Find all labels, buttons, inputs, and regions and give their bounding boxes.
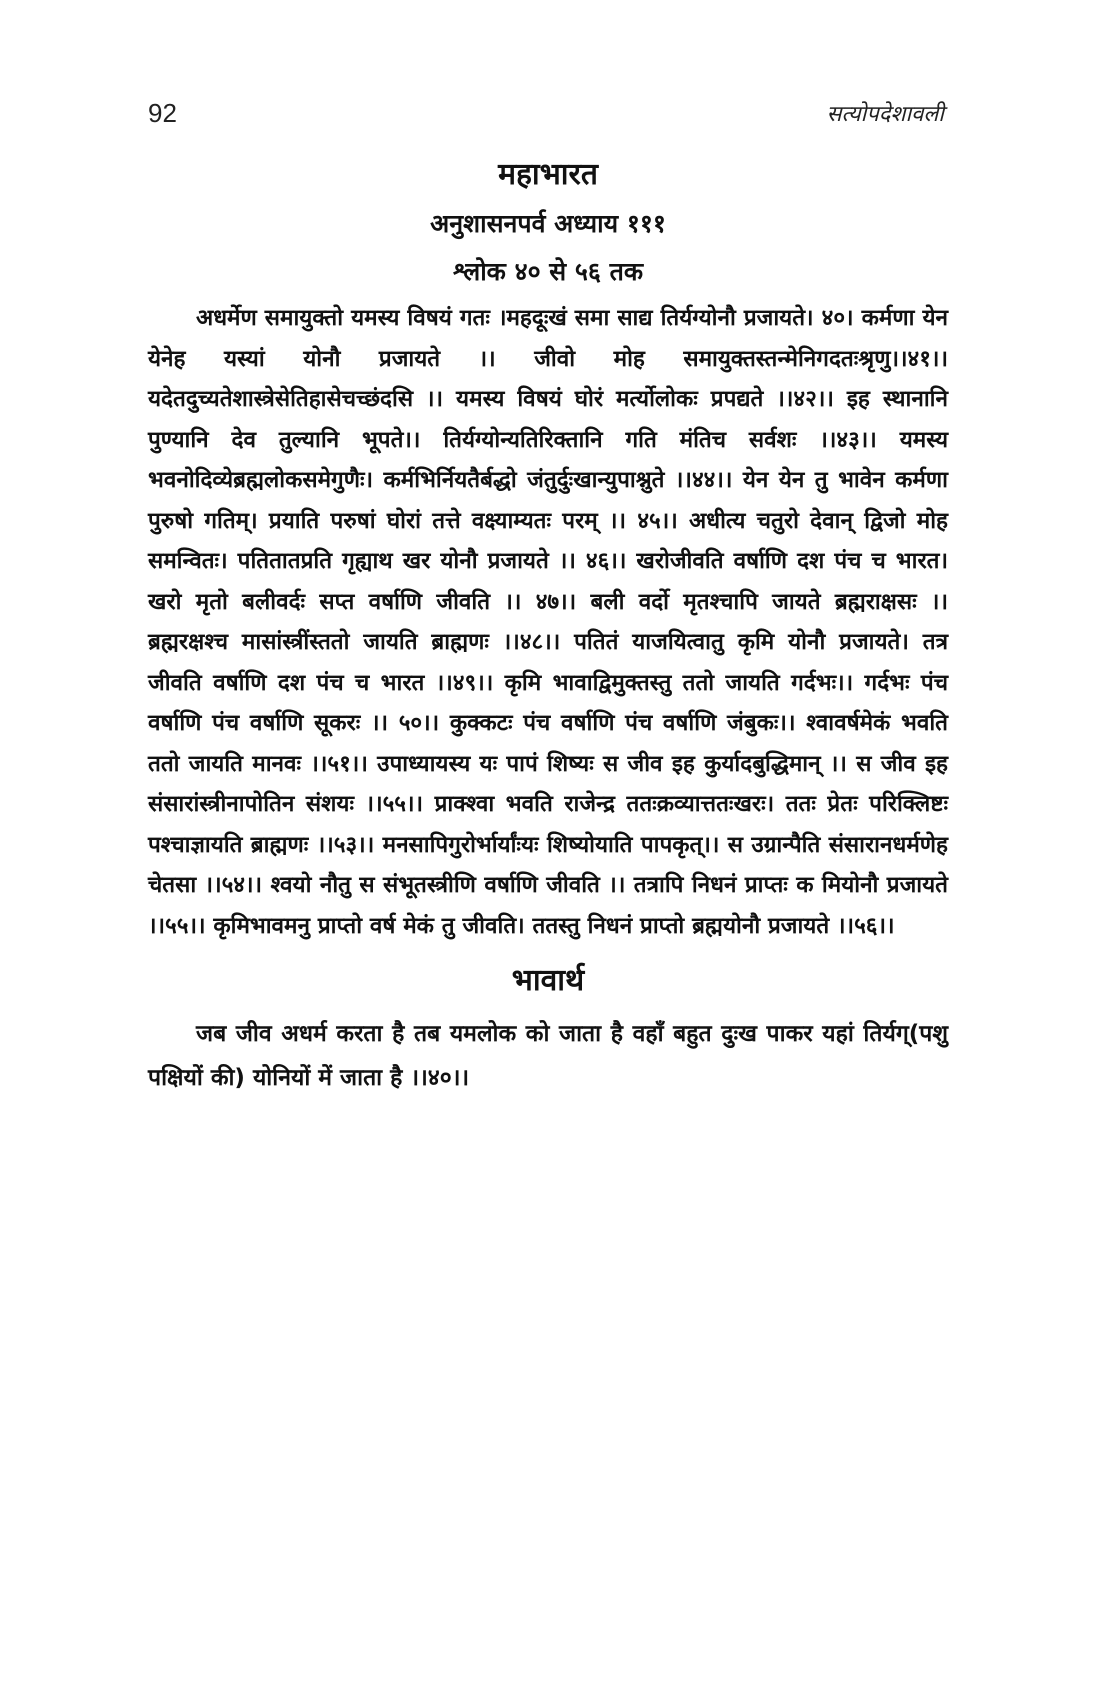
- subtitle-shlok-range: श्लोक ४० से ५६ तक: [452, 257, 644, 286]
- main-text-block: [148, 150, 948, 1100]
- chapter-title: महाभारत: [498, 157, 598, 192]
- meaning-paragraph: जब जीव अधर्म करता है तब यमलोक को जाता है वहाँ बहुत दुःख पाकर यहां तिर्यग्(पशु पक्षियों की) योनियों में जाता है ।।४०।।: [148, 1021, 948, 1091]
- sanskrit-verses-paragraph: अधर्मेण समायुक्तो यमस्य विषयं गतः ।महदूःखं समा साद्य तिर्यग्योनौ प्रजायते। ४०। कर्मणा येन येनेह यस्यां योनौ प्रजायते ।। जीवो मोह समायुक्तस्तन्मेनिगदतःश्रृणु।।४१।।यदेतदुच्यतेशास्त्रेसेतिहासेचच्छंदसि ।। यमस्य विषयं घोरं मर्त्योलोकः प्रपद्यते ।।४२।। इह स्थानानि पुण्यानि देव तुल्यानि भूपते।। तिर्यग्योन्यतिरिक्तानि गति मंतिच सर्वशः ।।४३।। यमस्य भवनोदिव्येब्रह्मलोकसमेगुणैः। कर्मभिर्नियतैर्बद्धो जंतुर्दुःखान्युपाश्नुते ।।४४।। येन येन तु भावेन कर्मणा पुरुषो गतिम्। प्रयाति परुषां घोरां तत्ते वक्ष्याम्यतः परम् ।। ४५।। अधीत्य चतुरो देवान् द्विजो मोह समन्वितः। पतितातप्रति गृह्याथ खर योनौ प्रजायते ।। ४६।। खरोजीवति वर्षाणि दश पंच च भारत। खरो मृतो बलीवर्दः सप्त वर्षाणि जीवति ।। ४७।। बली वर्दो मृतश्चापि जायते ब्रह्मराक्षसः ।। ब्रह्मरक्षश्च मासांस्त्रींस्ततो जायति ब्राह्मणः ।।४८।। पतितं याजयित्वातु कृमि योनौ प्रजायते। तत्र जीवति वर्षाणि दश पंच च भारत ।।४९।। कृमि भावाद्विमुक्तस्तु ततो जायति गर्दभः।। गर्दभः पंच वर्षाणि पंच वर्षाणि सूकरः ।। ५०।। कुक्कटः पंच वर्षाणि पंच वर्षाणि जंबुकः।। श्वावर्षमेकं भवति ततो जायति मानवः ।।५१।। उपाध्यायस्य यः पापं शिष्यः स जीव इह कुर्यादबुद्धिमान् ।। स जीव इह संसारांस्त्रीनापोतिन संशयः ।।५५।। प्राक्श्वा भवति राजेन्द्र ततःक्रव्यात्ततःखरः। ततः प्रेतः परिक्लिष्टः पश्चाज्ञायति ब्राह्मणः ।।५३।। मनसापिगुरोर्भार्यांःयः शिष्योयाति पापकृत्।। स उग्रान्पैति संसारानधर्मणेह चेतसा ।।५४।। श्वयो नौतु स संभूतस्त्रीणि वर्षाणि जीवति ।। तत्रापि निधनं प्राप्तः क मियोनौ प्रजायते ।।५५।। कृमिभावमनु प्राप्तो वर्ष मेकं तु जीवति। ततस्तु निधनं प्राप्तो ब्रह्मयोनौ प्रजायते ।।५६।।: [148, 305, 948, 939]
- running-header-book-title: सत्योपदेशावली: [826, 102, 944, 127]
- page-number: 92: [148, 98, 177, 128]
- section-heading-bhavarth: भावार्थ: [511, 963, 585, 998]
- subtitle-parva-adhyay: अनुशासनपर्व अध्याय १११: [430, 209, 666, 238]
